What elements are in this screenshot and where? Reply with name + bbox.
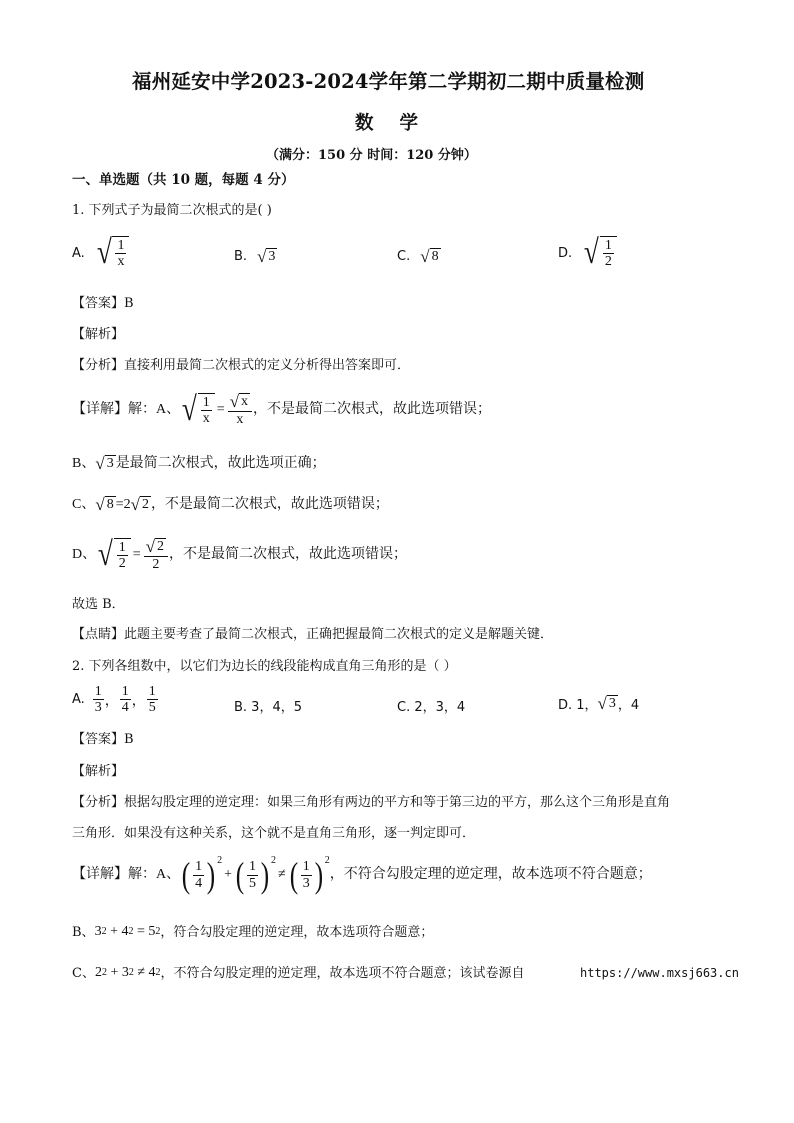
q1-option-d-label: D. <box>558 245 573 261</box>
q1-conclusion: 故选 B． <box>72 597 125 612</box>
q2-option-c: C. 2，3，4 <box>397 700 466 715</box>
q1-detail-a: 【详解】 解：A、 √ $\frac{1}{x}$ = √ x x ，不是最简二次根式，故此选项错误； <box>72 391 492 429</box>
q1-dianjing: 【点睛】此题主要考查了最简二次根式，正确把握最简二次根式的定义是解题关键． <box>72 627 554 642</box>
subject-title: 数学 <box>355 113 445 134</box>
q2-fenxi-line1: 【分析】根据勾股定理的逆定理：如果三角形有两边的平方和等于第三边的平方，那么这个三角形是直角 <box>72 795 671 810</box>
q1-detail-d: D、 √ $\frac{1}{2}$ = √ 2 2 ，不是最简二次根式，故此选项错误； <box>72 536 408 574</box>
q1-stem: 1. 下列式子为最简二次根式的是( ) <box>72 203 272 218</box>
q2-detail-a: 【详解】 解：A、 ( $\frac{1}{4}$ ) 2 + ( $\frac{1}{5}$ ) 2 ≠ ( $\frac{1}{3}$ ) 2 ，不符合勾股定理的逆定理，故本选项不符合题意； <box>72 855 652 895</box>
q2-detail-c: C、2 2 + 3 2 ≠ 4 2 ，不符合勾股定理的逆定理，故本选项不符合题意；该试卷源自 <box>72 965 525 981</box>
q1-option-d-expr: √ $\frac{1}{2}$ <box>582 236 617 270</box>
exam-title: 福州延安中学2023-2024学年第二学期初二期中质量检测 <box>132 70 645 93</box>
q1-option-a <box>72 236 129 270</box>
source-url-link[interactable]: https://www.mxsj663.cn <box>580 966 739 980</box>
q2-stem: 2. 下列各组数中，以它们为边长的线段能构成直角三角形的是（ ） <box>72 659 457 674</box>
q1-option-a-expr: √ $\frac{1}{x}$ <box>95 236 130 270</box>
q1-analysis-tag: 【解析】 <box>72 327 125 342</box>
q1-fenxi: 【分析】直接利用最简二次根式的定义分析得出答案即可． <box>72 358 411 373</box>
q1-option-a-label: A. <box>72 245 85 261</box>
q2-answer: 【答案】B <box>72 732 134 747</box>
q2-option-a: A. $\frac{1}{3}$ ， $\frac{1}{4}$ ， $\frac{1}{5}$ <box>72 684 156 716</box>
q2-analysis-tag: 【解析】 <box>72 764 125 779</box>
q2-detail-b: B、3 2 + 4 2 = 5 2 ，符合勾股定理的逆定理，故本选项符合题意； <box>72 924 434 940</box>
q1-option-b <box>234 248 277 265</box>
q2-fenxi-line2: 三角形．如果没有这种关系，这个就不是直角三角形，逐一判定即可． <box>72 826 476 841</box>
q1-detail-b: B、 √ 3 是最简二次根式，故此选项正确； <box>72 454 326 473</box>
q2-option-d: D. 1， √ 3 ，4 <box>558 694 640 713</box>
exam-info: （满分：150 分 时间：120 分钟） <box>266 148 477 163</box>
q1-option-c <box>397 248 441 265</box>
q1-option-d <box>558 236 617 270</box>
q1-answer: 【答案】B <box>72 296 134 311</box>
q1-option-c-label: C. <box>397 249 411 264</box>
q1-option-c-expr: √ 8 <box>420 247 439 266</box>
q1-option-b-label: B. <box>234 249 248 264</box>
q2-option-b: B. 3，4，5 <box>234 700 302 715</box>
q1-option-b-expr: √ 3 <box>257 247 276 266</box>
section-title: 一、单选题（共 10 题，每题 4 分） <box>72 172 295 188</box>
q1-detail-c: C、 √ 8 =2 √ 2 ，不是最简二次根式，故此选项错误； <box>72 495 389 514</box>
